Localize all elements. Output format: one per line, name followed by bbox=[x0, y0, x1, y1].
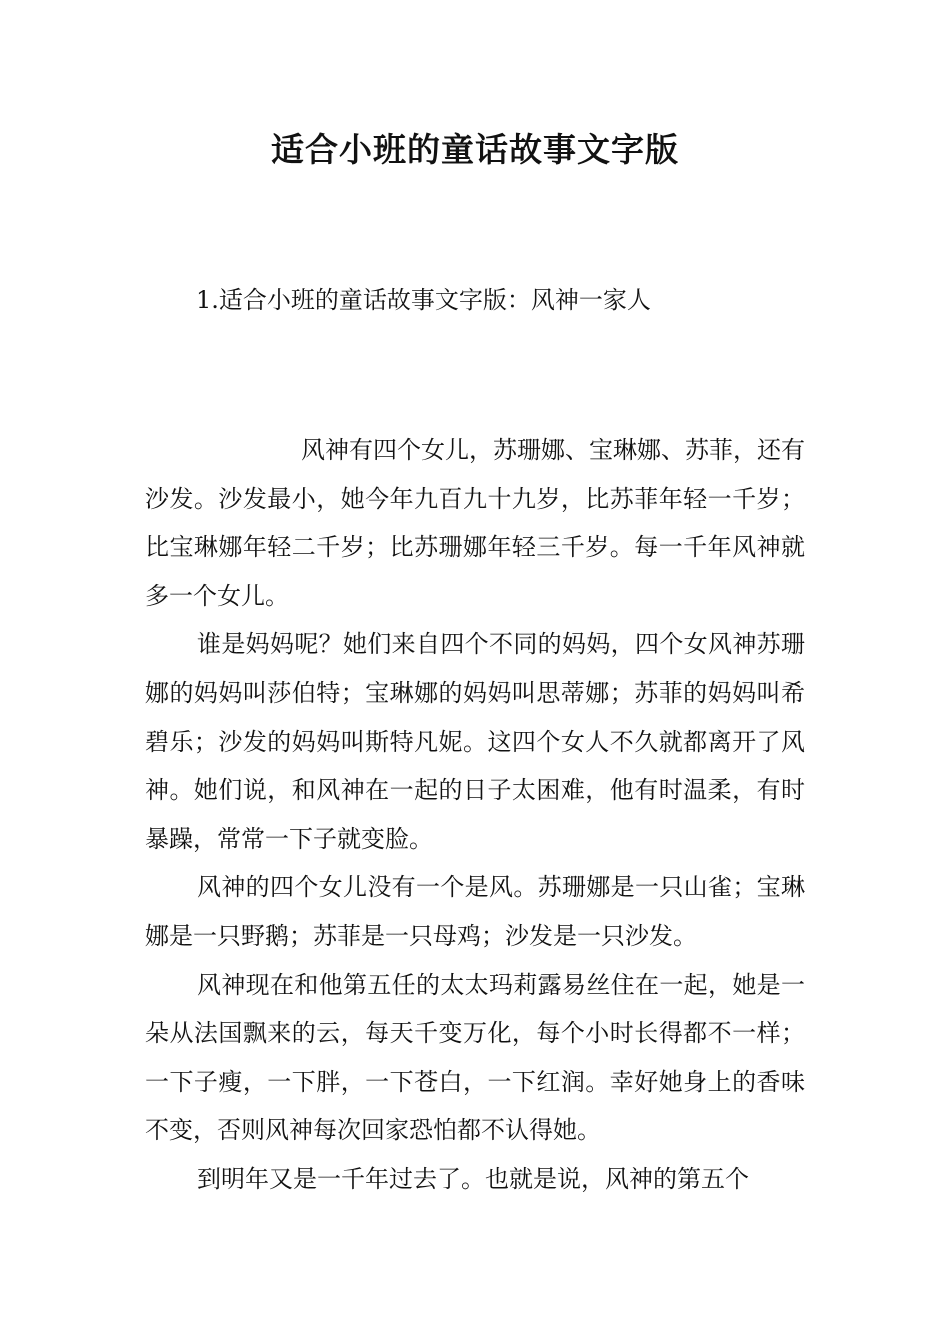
section-heading: 1.适合小班的童话故事文字版：风神一家人 bbox=[196, 286, 651, 314]
document-title: 适合小班的童话故事文字版 bbox=[271, 130, 679, 169]
story-paragraph: 到明年又是一千年过去了。也就是说，风神的第五个 bbox=[197, 1164, 749, 1193]
story-paragraph: 风神有四个女儿，苏珊娜、宝琳娜、苏菲，还有沙发。沙发最小，她今年九百九十九岁，比苏菲年轻一千岁；比宝琳娜年轻二千岁；比苏珊娜年轻三千岁。每一千年风神就多一个女儿。 bbox=[145, 436, 805, 610]
story-paragraph: 风神现在和他第五任的太太玛莉露易丝住在一起，她是一朵从法国飘来的云，每天千变万化，每个小时长得都不一样；一下子瘦，一下胖，一下苍白，一下红润。幸好她身上的香味不变，否则风神每次回家恐怕都不认得她。 bbox=[145, 970, 805, 1145]
story-body bbox=[145, 426, 805, 1204]
story-paragraph: 风神的四个女儿没有一个是风。苏珊娜是一只山雀；宝琳娜是一只野鹅；苏菲是一只母鸡；沙发是一只沙发。 bbox=[145, 873, 805, 950]
story-paragraph: 谁是妈妈呢？她们来自四个不同的妈妈，四个女风神苏珊娜的妈妈叫莎伯特；宝琳娜的妈妈叫思蒂娜；苏菲的妈妈叫希碧乐；沙发的妈妈叫斯特凡妮。这四个女人不久就都离开了风神。她们说，和风神在一起的日子太困难，他有时温柔，有时暴躁，常常一下子就变脸。 bbox=[145, 630, 805, 853]
